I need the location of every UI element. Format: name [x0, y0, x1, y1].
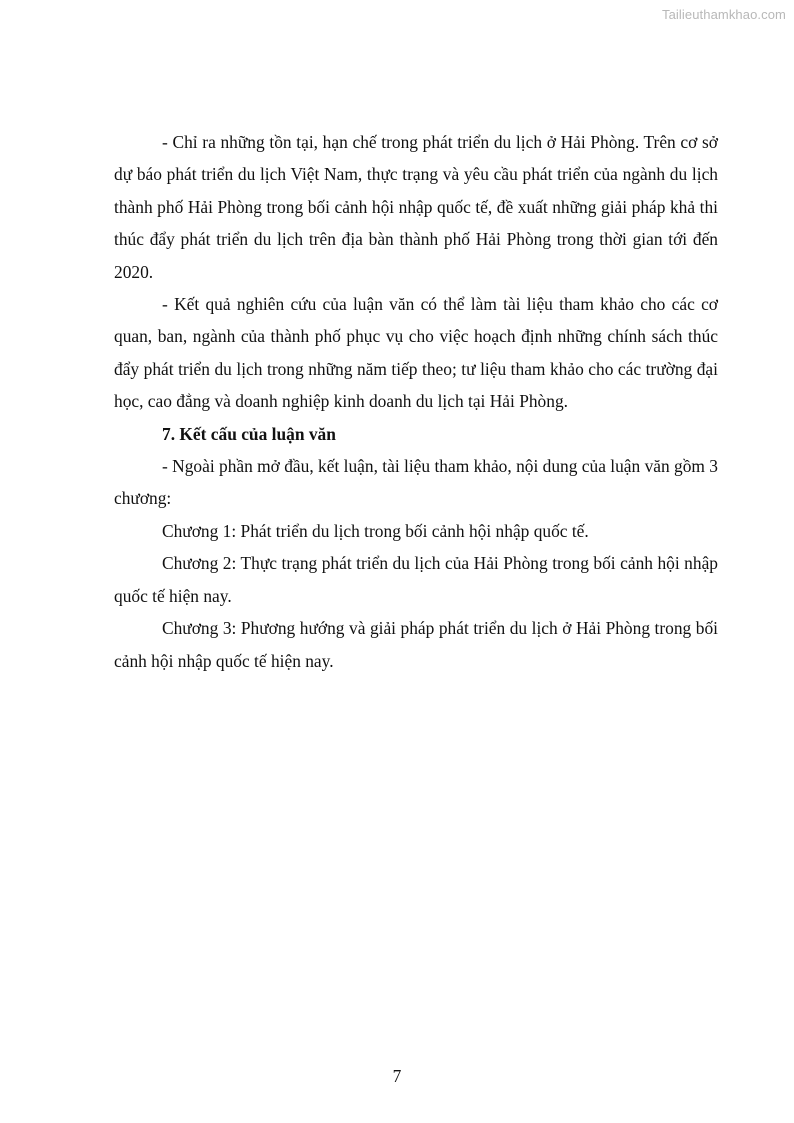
watermark-text: Tailieuthamkhao.com	[661, 7, 786, 22]
chapter-2: Chương 2: Thực trạng phát triển du lịch của Hải Phòng trong bối cảnh hội nhập quốc tế hiện nay.	[114, 553, 718, 606]
paragraph-research-results: - Kết quả nghiên cứu của luận văn có thể làm tài liệu tham khảo cho các cơ quan, ban, ngành của thành phố phục vụ cho việc hoạch định những chính sách thúc đẩy phát triển du lịch trong những năm tiếp theo; tư liệu tham khảo cho các trường đại học, cao đẳng và doanh nghiệp kinh doanh du lịch tại Hải Phòng.	[114, 294, 718, 412]
section-heading: 7. Kết cấu của luận văn	[162, 423, 336, 444]
chapter-3: Chương 3: Phương hướng và giải pháp phát triển du lịch ở Hải Phòng trong bối cảnh hội nhập quốc tế hiện nay.	[114, 618, 718, 671]
page-number: 7	[392, 1066, 402, 1086]
section-intro: - Ngoài phần mở đầu, kết luận, tài liệu tham khảo, nội dung của luận văn gồm 3 chương:	[114, 456, 718, 509]
paragraph-limitations: - Chỉ ra những tồn tại, hạn chế trong phát triển du lịch ở Hải Phòng. Trên cơ sở dự báo phát triển du lịch Việt Nam, thực trạng và yêu cầu phát triển của ngành du lịch thành phố Hải Phòng trong bối cảnh hội nhập quốc tế, đề xuất những giải pháp khả thi thúc đẩy phát triển du lịch trên địa bàn thành phố Hải Phòng trong thời gian tới đến 2020.	[114, 132, 718, 282]
chapter-1: Chương 1: Phát triển du lịch trong bối cảnh hội nhập quốc tế.	[162, 520, 589, 541]
document-body	[114, 126, 718, 677]
